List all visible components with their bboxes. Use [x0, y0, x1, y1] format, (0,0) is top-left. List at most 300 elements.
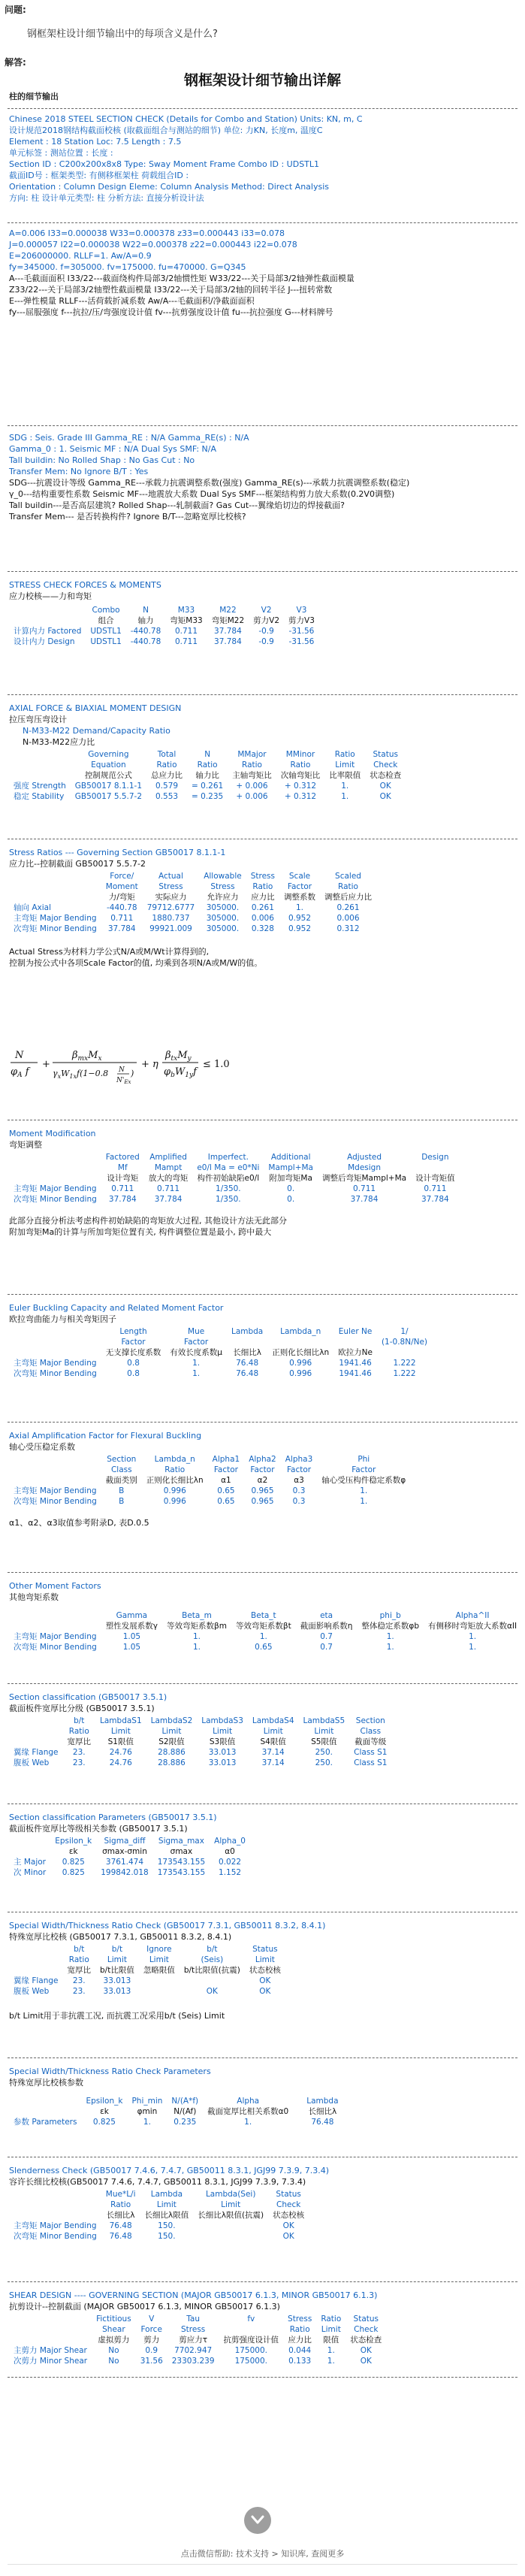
table-cell: b/t比限值	[100, 1966, 134, 1975]
table-row	[9, 1486, 410, 1496]
table-cell: 0.825	[62, 1858, 85, 1867]
table-cell	[9, 1955, 63, 1965]
table-cell: Sigma_max	[158, 1837, 204, 1846]
doc-title: 钢框架设计细节输出详解	[183, 72, 341, 89]
table-cell: 轴向 Axial	[14, 903, 52, 912]
table-cell: 33.013	[208, 1748, 237, 1757]
svg-text:γxW1xf(1−0.8: $\gamma_xW_{1x}f(1-0.8$	[53, 1069, 109, 1080]
section-title-cn: 轴心受压稳定系数	[9, 1442, 75, 1452]
table-cell: 允许应力	[207, 893, 239, 902]
table-cell: α1	[221, 1476, 231, 1485]
table-cell: εk	[68, 1847, 78, 1856]
table-header-cn	[9, 1846, 250, 1857]
table-cell: LambdaS1	[100, 1716, 142, 1725]
special-params-table	[9, 2096, 343, 2127]
table-cell: -0.9	[258, 627, 274, 636]
special-wt-table	[9, 1944, 285, 1997]
table-cell	[9, 605, 86, 615]
table-cell: Ratio	[289, 2325, 310, 2334]
table-cell: Class S1	[354, 1758, 388, 1767]
table-cell	[9, 1454, 101, 1465]
table-cell: 有侧移时弯矩放大系数αII	[428, 1622, 517, 1631]
table-cell: No	[108, 2357, 119, 2366]
table-cell: 0.996	[163, 1486, 186, 1495]
table-cell: Limit	[107, 1955, 127, 1964]
table-row	[9, 2221, 309, 2231]
table-cell: 1.	[259, 1632, 267, 1641]
table-cell: M22	[219, 606, 237, 615]
section-properties	[0, 222, 525, 318]
table-row	[9, 2356, 386, 2366]
table-cell: Limit	[255, 1955, 275, 1964]
table-cell: = 0.261	[192, 782, 224, 791]
table-cell: 截面等级	[355, 1737, 387, 1746]
question-text: 钢框架柱设计细节输出中的每项含义是什么?	[27, 29, 218, 40]
info-line: Orientation : Column Design Eleme: Column Analysis Method: Direct Analysis	[9, 182, 330, 192]
table-cell: Ratio	[197, 760, 218, 769]
table-cell: b/t	[74, 1945, 85, 1954]
table-cell: 长细比λ限值(抗震)	[198, 2211, 264, 2220]
table-cell	[9, 1152, 101, 1163]
table-cell: 0.952	[288, 914, 312, 923]
table-cell: φmin	[137, 2107, 158, 2116]
table-cell: 截面宽厚比相关系数α0	[207, 2107, 289, 2116]
info-line: 单元标签 : 测站位置 : 长度 :	[9, 148, 113, 158]
table-cell: 76.48	[109, 2221, 132, 2230]
table-cell: 塑性发展系数γ	[105, 1622, 158, 1631]
table-cell: + 0.312	[284, 782, 317, 791]
table-cell: 腹板 Web	[14, 1987, 50, 1996]
table-cell	[9, 871, 101, 881]
prop-line: fy=345000. f=305000. fv=175000. fu=470000. G=Q345	[9, 262, 246, 272]
table-cell: 应力比	[251, 893, 275, 902]
table-cell: 次剪力 Minor Shear	[14, 2357, 88, 2366]
table-cell: Ratio	[290, 760, 311, 769]
table-cell: 0.553	[155, 792, 179, 801]
table-cell: 设计弯矩	[107, 1174, 139, 1183]
table-cell	[267, 1337, 333, 1347]
table-cell: 1.222	[393, 1369, 416, 1378]
table-cell: 0.006	[336, 914, 360, 923]
table-cell: + 0.006	[236, 782, 268, 791]
table-cell: 305000.	[206, 903, 240, 912]
table-cell: = 0.235	[192, 792, 224, 801]
table-cell: 有效长度系数μ	[170, 1348, 222, 1357]
table-row	[9, 1867, 250, 1878]
table-cell: LambdaS4	[252, 1716, 294, 1725]
table-row	[9, 1986, 285, 1997]
table-cell: 0.133	[288, 2357, 312, 2366]
table-cell: 次弯矩 Minor Bending	[14, 1369, 97, 1378]
table-cell: 0.965	[251, 1486, 274, 1495]
table-cell	[9, 2106, 81, 2117]
table-cell: Status	[252, 1945, 278, 1954]
table-cell	[193, 2221, 268, 2231]
divider	[8, 2564, 517, 2565]
table-header	[9, 1465, 410, 1475]
table-cell: 主弯矩 Major Bending	[14, 1359, 97, 1368]
table-cell: Check	[354, 2325, 379, 2334]
section-title: Section classification Parameters (GB50017 3.5.1)	[9, 1813, 217, 1822]
table-cell: Limit	[149, 1955, 169, 1964]
table-cell: 0.711	[157, 1184, 180, 1193]
table-cell: 0.7	[320, 1643, 333, 1652]
table-cell: 状态校核	[249, 1966, 281, 1975]
table-cell: MMinor	[285, 750, 315, 759]
table-cell: LambdaS3	[201, 1716, 243, 1725]
seismic-line: Gamma_0 : 1. Seismic MF : N/A Dual Sys SMF: N/A	[9, 444, 217, 454]
table-cell: 主弯矩 Major Bending	[14, 1632, 97, 1641]
table-cell: Imperfect.	[207, 1153, 249, 1162]
info-line: 设计规范2018钢结构截面校核 (取截面组合与测站的细节) 单位: 力KN, 长度m, 温度C	[9, 125, 323, 135]
table-header-cn	[9, 770, 406, 781]
table-cell	[9, 1846, 50, 1857]
table-cell: Alpha	[237, 2097, 260, 2106]
table-cell: 1.	[469, 1643, 477, 1652]
table-row	[9, 781, 406, 791]
table-cell: 宽厚比	[67, 1966, 92, 1975]
section-stress-ratios	[0, 839, 525, 969]
table-cell	[180, 1976, 245, 1986]
table-cell: 3761.474	[105, 1858, 144, 1867]
table-cell: 计算内力 Factored	[14, 627, 82, 636]
section-seismic	[0, 425, 525, 522]
divider	[8, 2377, 517, 2378]
table-cell: Limit	[221, 2200, 241, 2209]
table-row	[9, 903, 376, 913]
table-cell: 应力比	[288, 2336, 312, 2345]
table-cell: (Seis)	[201, 1955, 224, 1964]
note: b/t Limit用于非抗震工况, 而抗震工况采用b/t (Seis) Limit	[9, 2011, 225, 2021]
table-cell: 抗剪强度设计值	[223, 2336, 279, 2345]
table-row	[9, 1747, 391, 1758]
table-cell: 等效弯矩系数βm	[167, 1622, 227, 1631]
section-class-params	[0, 1804, 525, 1878]
table-cell	[9, 892, 101, 903]
footer-text[interactable]: 点击微信帮助: 技术支持 > 知识库, 查阅更多	[180, 2549, 345, 2559]
table-cell: Factor	[250, 1465, 275, 1474]
table-cell: 组合	[98, 616, 114, 625]
answer-label: 解答:	[5, 57, 26, 68]
table-cell: 1.	[192, 1632, 201, 1641]
table-cell: σmax	[170, 1847, 193, 1856]
table-cell	[9, 770, 71, 781]
table-cell	[139, 1986, 180, 1997]
table-cell: Sigma_diff	[104, 1837, 146, 1846]
table-cell: 次弯矩 Minor Bending	[14, 924, 97, 933]
table-cell: εk	[100, 2107, 109, 2116]
table-cell: Phi	[358, 1455, 370, 1464]
table-cell: 33.013	[208, 1758, 237, 1767]
table-cell: Class S1	[354, 1748, 388, 1757]
table-cell	[9, 1726, 63, 1737]
table-cell: 0.8	[127, 1369, 140, 1378]
section-title-cn: 截面板件宽厚比分级 (GB50017 3.5.1)	[9, 1704, 155, 1713]
section-moment-mod	[0, 1120, 525, 1238]
table-cell: 0.9	[145, 2346, 158, 2355]
table-cell: fv	[247, 2314, 255, 2324]
table-cell	[293, 2106, 302, 2117]
prop-line: E=206000000. RLLF=1. Aw/A=0.9	[9, 251, 152, 261]
table-cell: 次弯矩 Minor Bending	[14, 1195, 97, 1204]
section-stress-forces	[0, 571, 525, 647]
table-cell: OK	[282, 2232, 294, 2241]
table-cell: 0.7	[320, 1632, 333, 1641]
table-cell: 1.	[469, 1632, 477, 1641]
table-cell: 0.044	[288, 2346, 312, 2355]
table-cell: Epsilon_k	[86, 2097, 123, 2106]
table-cell: 主 Major	[14, 1858, 46, 1867]
table-cell: Status	[373, 750, 398, 759]
table-cell: 1941.46	[339, 1359, 372, 1368]
table-cell: 76.48	[311, 2118, 334, 2127]
table-cell: S4限值	[260, 1737, 286, 1746]
table-cell: 31.56	[140, 2357, 163, 2366]
table-cell: LambdaS2	[150, 1716, 193, 1725]
table-cell: Fictitious	[96, 2314, 131, 2324]
table-cell: 1880.737	[152, 914, 190, 923]
table-cell: S2限值	[158, 1737, 185, 1746]
table-cell: 79712.6777	[146, 903, 195, 912]
table-cell: Actual	[158, 872, 183, 881]
svg-text:βtxMy: $\beta_{tx}M_y$	[165, 1050, 192, 1063]
table-cell: 0.996	[163, 1497, 186, 1506]
table-header	[9, 871, 376, 881]
table-cell: 1/	[400, 1327, 409, 1336]
table-cell	[9, 1716, 63, 1726]
table-header-cn	[9, 1965, 285, 1976]
table-cell	[9, 2210, 101, 2221]
table-cell	[9, 1163, 101, 1173]
prop-line: Z33/22---关于局部3/2轴塑性截面模量 I33/22---关于局部3/2轴的回转半径 J---扭转常数	[9, 285, 333, 295]
table-cell: 欧拉力Ne	[338, 1348, 373, 1357]
table-cell: GB50017 5.5.7-2	[74, 792, 143, 801]
slenderness-table	[9, 2189, 309, 2242]
table-cell: 37.784	[107, 924, 136, 933]
table-cell: 比率限值	[329, 771, 361, 780]
table-cell: OK	[360, 2357, 372, 2366]
table-cell: MMajor	[237, 750, 267, 759]
table-cell: M33	[177, 606, 195, 615]
table-cell: Length	[119, 1327, 147, 1336]
table-cell: S1限值	[107, 1737, 134, 1746]
section-title-cn: 抗剪设计--控制截面 (MAJOR GB50017 6.1.3, MINOR GB50017 6.1.3)	[9, 2302, 280, 2311]
table-cell: 实际应力	[155, 893, 187, 902]
table-cell	[227, 1337, 267, 1347]
table-cell: Force	[140, 2325, 162, 2334]
table-cell: Class	[360, 1727, 382, 1736]
table-cell	[9, 1347, 101, 1358]
svg-text:φbW1yf: $\varphi_bW_{1y}f$	[164, 1066, 197, 1079]
table-cell: 参数 Parameters	[14, 2118, 77, 2127]
table-cell: 33.013	[103, 1987, 131, 1996]
section-special-params	[0, 2057, 525, 2127]
note: Actual Stress为材料力学公式N/A或M/Wt计算得到的,	[9, 947, 210, 957]
table-cell: Limit	[161, 1727, 182, 1736]
section-title-cn: 欧拉弯曲能力与相关弯矩因子	[9, 1314, 116, 1324]
table-header	[9, 1326, 432, 1337]
table-cell	[293, 2096, 302, 2106]
note: 控制为按公式中各项Scale Factor的值, 均乘到各项N/A或M/W的值。	[9, 958, 263, 968]
table-cell: 37.784	[421, 1195, 449, 1204]
table-header-cn	[9, 1475, 410, 1486]
table-cell: 主剪力 Major Shear	[14, 2346, 87, 2355]
table-cell: 0.235	[173, 2118, 197, 2127]
table-cell: Force/	[110, 872, 134, 881]
table-cell: Mue	[188, 1327, 205, 1336]
table-cell: 0.711	[353, 1184, 376, 1193]
table-cell: 175000.	[234, 2357, 267, 2366]
table-header	[9, 1836, 250, 1846]
table-header	[9, 881, 376, 892]
section-subtitle-cn: N-M33-M22应力比	[23, 737, 95, 747]
table-cell: N	[143, 606, 149, 615]
table-cell: 0.711	[174, 637, 198, 646]
table-header-cn	[9, 2210, 309, 2221]
table-cell: Factor	[286, 1465, 312, 1474]
table-cell: Shear	[102, 2325, 125, 2334]
table-cell: Epsilon_k	[55, 1837, 92, 1846]
table-cell: Beta_m	[182, 1611, 212, 1620]
table-cell: 0.952	[288, 924, 312, 933]
table-cell: 76.48	[109, 2232, 132, 2241]
table-cell: 1.	[327, 2357, 335, 2366]
table-cell: 1.	[360, 1497, 368, 1506]
table-cell: 腹板 Web	[14, 1758, 50, 1767]
table-cell: V3	[296, 606, 307, 615]
table-cell: 状态校核	[273, 2211, 305, 2220]
table-cell: 正则化长细比λn	[272, 1348, 330, 1357]
table-cell	[9, 1621, 101, 1631]
table-cell: 0.825	[62, 1868, 85, 1877]
table-cell	[9, 2096, 81, 2106]
table-header	[9, 2314, 386, 2324]
table-cell: 0.022	[219, 1858, 242, 1867]
table-cell: Limit	[335, 760, 355, 769]
table-cell: Scale	[288, 872, 311, 881]
table-cell: Ratio	[68, 1727, 89, 1736]
table-cell: 限值	[323, 2336, 339, 2345]
table-cell: 次弯矩 Minor Bending	[14, 2232, 97, 2241]
shear-table	[9, 2314, 386, 2366]
table-cell: 250.	[315, 1748, 333, 1757]
table-cell: 弯矩M33	[170, 616, 203, 625]
table-cell: 0.65	[217, 1486, 235, 1495]
table-cell: 1.	[192, 1359, 201, 1368]
table-cell: 76.48	[236, 1359, 259, 1368]
table-cell: 0.3	[292, 1486, 306, 1495]
table-cell: Mampl+Ma	[268, 1163, 313, 1172]
section-title: Special Width/Thickness Ratio Check Parameters	[9, 2067, 211, 2076]
table-cell: Allowable	[204, 872, 242, 881]
table-cell: Euler Ne	[338, 1327, 373, 1336]
table-cell	[9, 1465, 101, 1475]
table-cell	[9, 2200, 101, 2210]
table-cell: 250.	[315, 1758, 333, 1767]
table-header	[9, 1955, 285, 1965]
table-cell: N/(A*f)	[171, 2097, 199, 2106]
table-cell: 1.05	[122, 1632, 141, 1641]
table-cell: Ratio	[242, 760, 262, 769]
table-cell: -440.78	[130, 637, 161, 646]
table-cell: 主弯矩 Major Bending	[14, 914, 97, 923]
table-cell	[9, 615, 86, 626]
table-cell: Alpha^II	[455, 1611, 490, 1620]
table-cell: 主弯矩 Major Bending	[14, 1486, 97, 1495]
info-line: Chinese 2018 STEEL SECTION CHECK (Details for Combo and Station) Units: KN, m, C	[9, 114, 363, 124]
table-cell	[9, 2324, 92, 2335]
table-cell: Check	[276, 2200, 301, 2209]
table-cell: Limit	[321, 2325, 341, 2334]
table-cell: Total	[157, 750, 177, 759]
table-cell: OK	[206, 1987, 218, 1996]
table-cell: 翼缘 Flange	[14, 1748, 59, 1757]
table-cell: 23.	[72, 1748, 86, 1757]
table-cell	[9, 881, 101, 892]
table-cell: 0.	[287, 1184, 295, 1193]
dcr-table	[9, 749, 406, 802]
table-cell: 0.328	[251, 924, 274, 933]
svg-text:βmxMx: $\beta_{mx}M_x$	[72, 1050, 102, 1063]
table-cell: 1.	[386, 1632, 394, 1641]
table-cell: 主弯矩 Major Bending	[14, 1184, 97, 1193]
classification-table	[9, 1716, 391, 1768]
table-cell: b/t	[111, 1945, 123, 1954]
table-header	[9, 1716, 391, 1726]
euler-table	[9, 1326, 432, 1379]
seismic-line: SDG : Seis. Grade III Gamma_RE : N/A Gamma_RE(s) : N/A	[9, 433, 249, 443]
table-cell: 0.3	[292, 1497, 306, 1506]
table-header-cn	[9, 1347, 432, 1358]
table-cell: 0.996	[289, 1369, 312, 1378]
table-cell: 37.784	[154, 1195, 183, 1204]
table-cell: 1.	[295, 903, 304, 912]
section-subtitle: N-M33-M22 Demand/Capacity Ratio	[23, 726, 170, 736]
note: 此部分直接分析法考虑构件初始缺陷的弯矩放大过程, 其他设计方法无此部分	[9, 1216, 287, 1226]
section-title-cn: 应力校核——力和弯矩	[9, 591, 92, 601]
table-header-cn	[9, 1621, 521, 1631]
table-cell: 调整后弯矩Mampl+Ma	[322, 1174, 407, 1183]
table-cell: Scaled	[335, 872, 361, 881]
table-cell	[333, 1337, 377, 1347]
table-header	[9, 2189, 309, 2200]
table-header	[9, 1610, 521, 1621]
table-cell	[9, 760, 71, 770]
table-cell: 23.	[72, 1758, 86, 1767]
table-header	[9, 1726, 391, 1737]
table-cell: 1.	[192, 1643, 201, 1652]
table-cell: Tau	[186, 2314, 201, 2324]
table-cell: Ratio	[68, 1955, 89, 1964]
table-cell: OK	[379, 792, 391, 801]
table-cell: Lambda_n	[280, 1327, 321, 1336]
table-cell: 忽略限值	[143, 1966, 175, 1975]
svg-text:N: N	[119, 1066, 125, 1074]
table-cell: α3	[294, 1476, 304, 1485]
table-cell: 1.	[341, 782, 349, 791]
expand-button[interactable]	[244, 2507, 271, 2534]
table-cell: 1.	[143, 2118, 151, 2127]
table-row	[9, 1358, 432, 1368]
table-cell: 1.05	[122, 1643, 141, 1652]
table-cell: 28.886	[158, 1758, 186, 1767]
table-cell: 调整后应力比	[324, 893, 372, 902]
table-cell: 23.	[72, 1987, 86, 1996]
table-cell: 状态检查	[370, 771, 402, 780]
table-cell	[9, 1965, 63, 1976]
table-cell: 1.	[341, 792, 349, 801]
table-header	[9, 1152, 460, 1163]
